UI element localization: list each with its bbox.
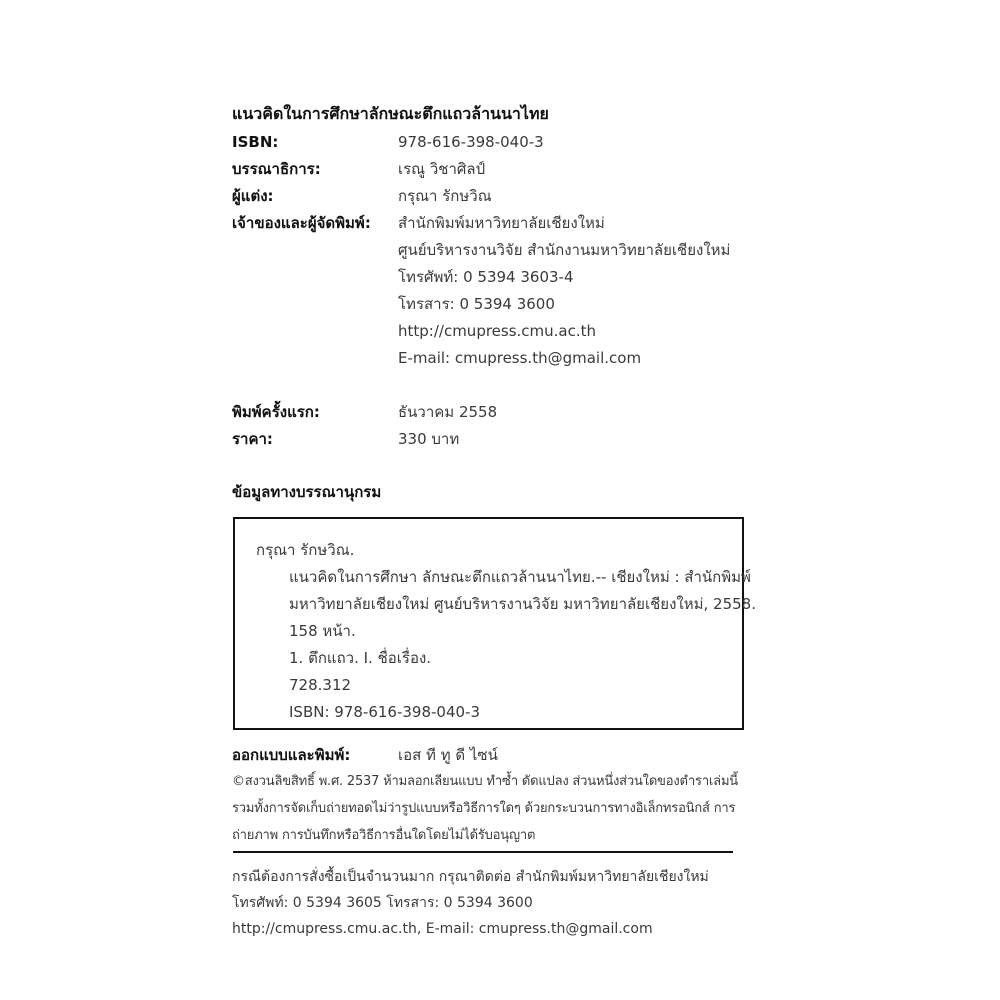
publisher-name: สำนักพิมพ์มหาวิทยาลัยเชียงใหม่ — [398, 214, 605, 232]
author-value: กรุณา รักษวิณ — [398, 187, 492, 205]
first-print-value: ธันวาคม 2558 — [398, 403, 498, 421]
publisher-phone: โทรศัพท์: 0 5394 3603-4 — [398, 268, 574, 286]
publisher-department: ศูนย์บริหารงานวิจัย สำนักงานมหาวิทยาลัยเชียงใหม่ — [398, 241, 731, 259]
order-contact: โทรศัพท์: 0 5394 3605 โทรสาร: 0 5394 3600 — [232, 895, 533, 911]
copyright-line: รวมทั้งการจัดเก็บถ่ายทอดไม่ว่ารูปแบบหรือวิธีการใดๆ ด้วยกระบวนการทางอิเล็กทรอนิกส์ การ — [232, 801, 736, 816]
price-value: 330 บาท — [398, 430, 460, 448]
copyright-line: ©สงวนลิขสิทธิ์ พ.ศ. 2537 ห้ามลอกเลียนแบบ ทำซ้ำ ดัดแปลง ส่วนหนึ่งส่วนใดของตำราเล่มนี้ — [232, 774, 738, 789]
catalog-classification: 728.312 — [289, 676, 352, 694]
catalog-subject: 1. ตึกแถว. I. ชื่อเรื่อง. — [289, 649, 432, 667]
copyright-line: ถ่ายภาพ การบันทึกหรือวิธีการอื่นใดโดยไม่ได้รับอนุญาต — [232, 828, 536, 843]
catalog-title-line: แนวคิดในการศึกษา ลักษณะตึกแถวล้านนาไทย.-- เชียงใหม่ : สำนักพิมพ์ — [289, 568, 751, 586]
editor-value: เรณู วิชาศิลป์ — [398, 160, 486, 178]
publisher-label: เจ้าของและผู้จัดพิมพ์: — [232, 214, 371, 232]
first-print-label: พิมพ์ครั้งแรก: — [232, 403, 320, 421]
design-value: เอส ที ทู ดี ไซน์ — [398, 746, 498, 764]
catalog-heading: ข้อมูลทางบรรณานุกรม — [232, 483, 382, 501]
price-label: ราคา: — [232, 430, 273, 448]
isbn-label: ISBN: — [232, 133, 279, 151]
book-title: แนวคิดในการศึกษาลักษณะตึกแถวล้านนาไทย — [232, 104, 549, 123]
divider — [233, 851, 733, 853]
isbn-value: 978-616-398-040-3 — [398, 133, 544, 151]
design-label: ออกแบบและพิมพ์: — [232, 746, 351, 764]
order-info: กรณีต้องการสั่งซื้อเป็นจำนวนมาก กรุณาติดต่อ สำนักพิมพ์มหาวิทยาลัยเชียงใหม่ — [232, 869, 709, 885]
catalog-isbn: ISBN: 978-616-398-040-3 — [289, 703, 480, 721]
catalog-pages: 158 หน้า. — [289, 622, 356, 640]
author-label: ผู้แต่ง: — [232, 187, 274, 205]
publisher-website: http://cmupress.cmu.ac.th — [398, 322, 597, 340]
catalog-author: กรุณา รักษวิณ. — [256, 541, 355, 559]
order-web-email: http://cmupress.cmu.ac.th, E-mail: cmupress.th@gmail.com — [232, 921, 653, 937]
catalog-publisher-line: มหาวิทยาลัยเชียงใหม่ ศูนย์บริหารงานวิจัย มหาวิทยาลัยเชียงใหม่, 2558. — [289, 595, 756, 613]
editor-label: บรรณาธิการ: — [232, 160, 321, 178]
publisher-email: E-mail: cmupress.th@gmail.com — [398, 349, 642, 367]
publisher-fax: โทรสาร: 0 5394 3600 — [398, 295, 555, 313]
